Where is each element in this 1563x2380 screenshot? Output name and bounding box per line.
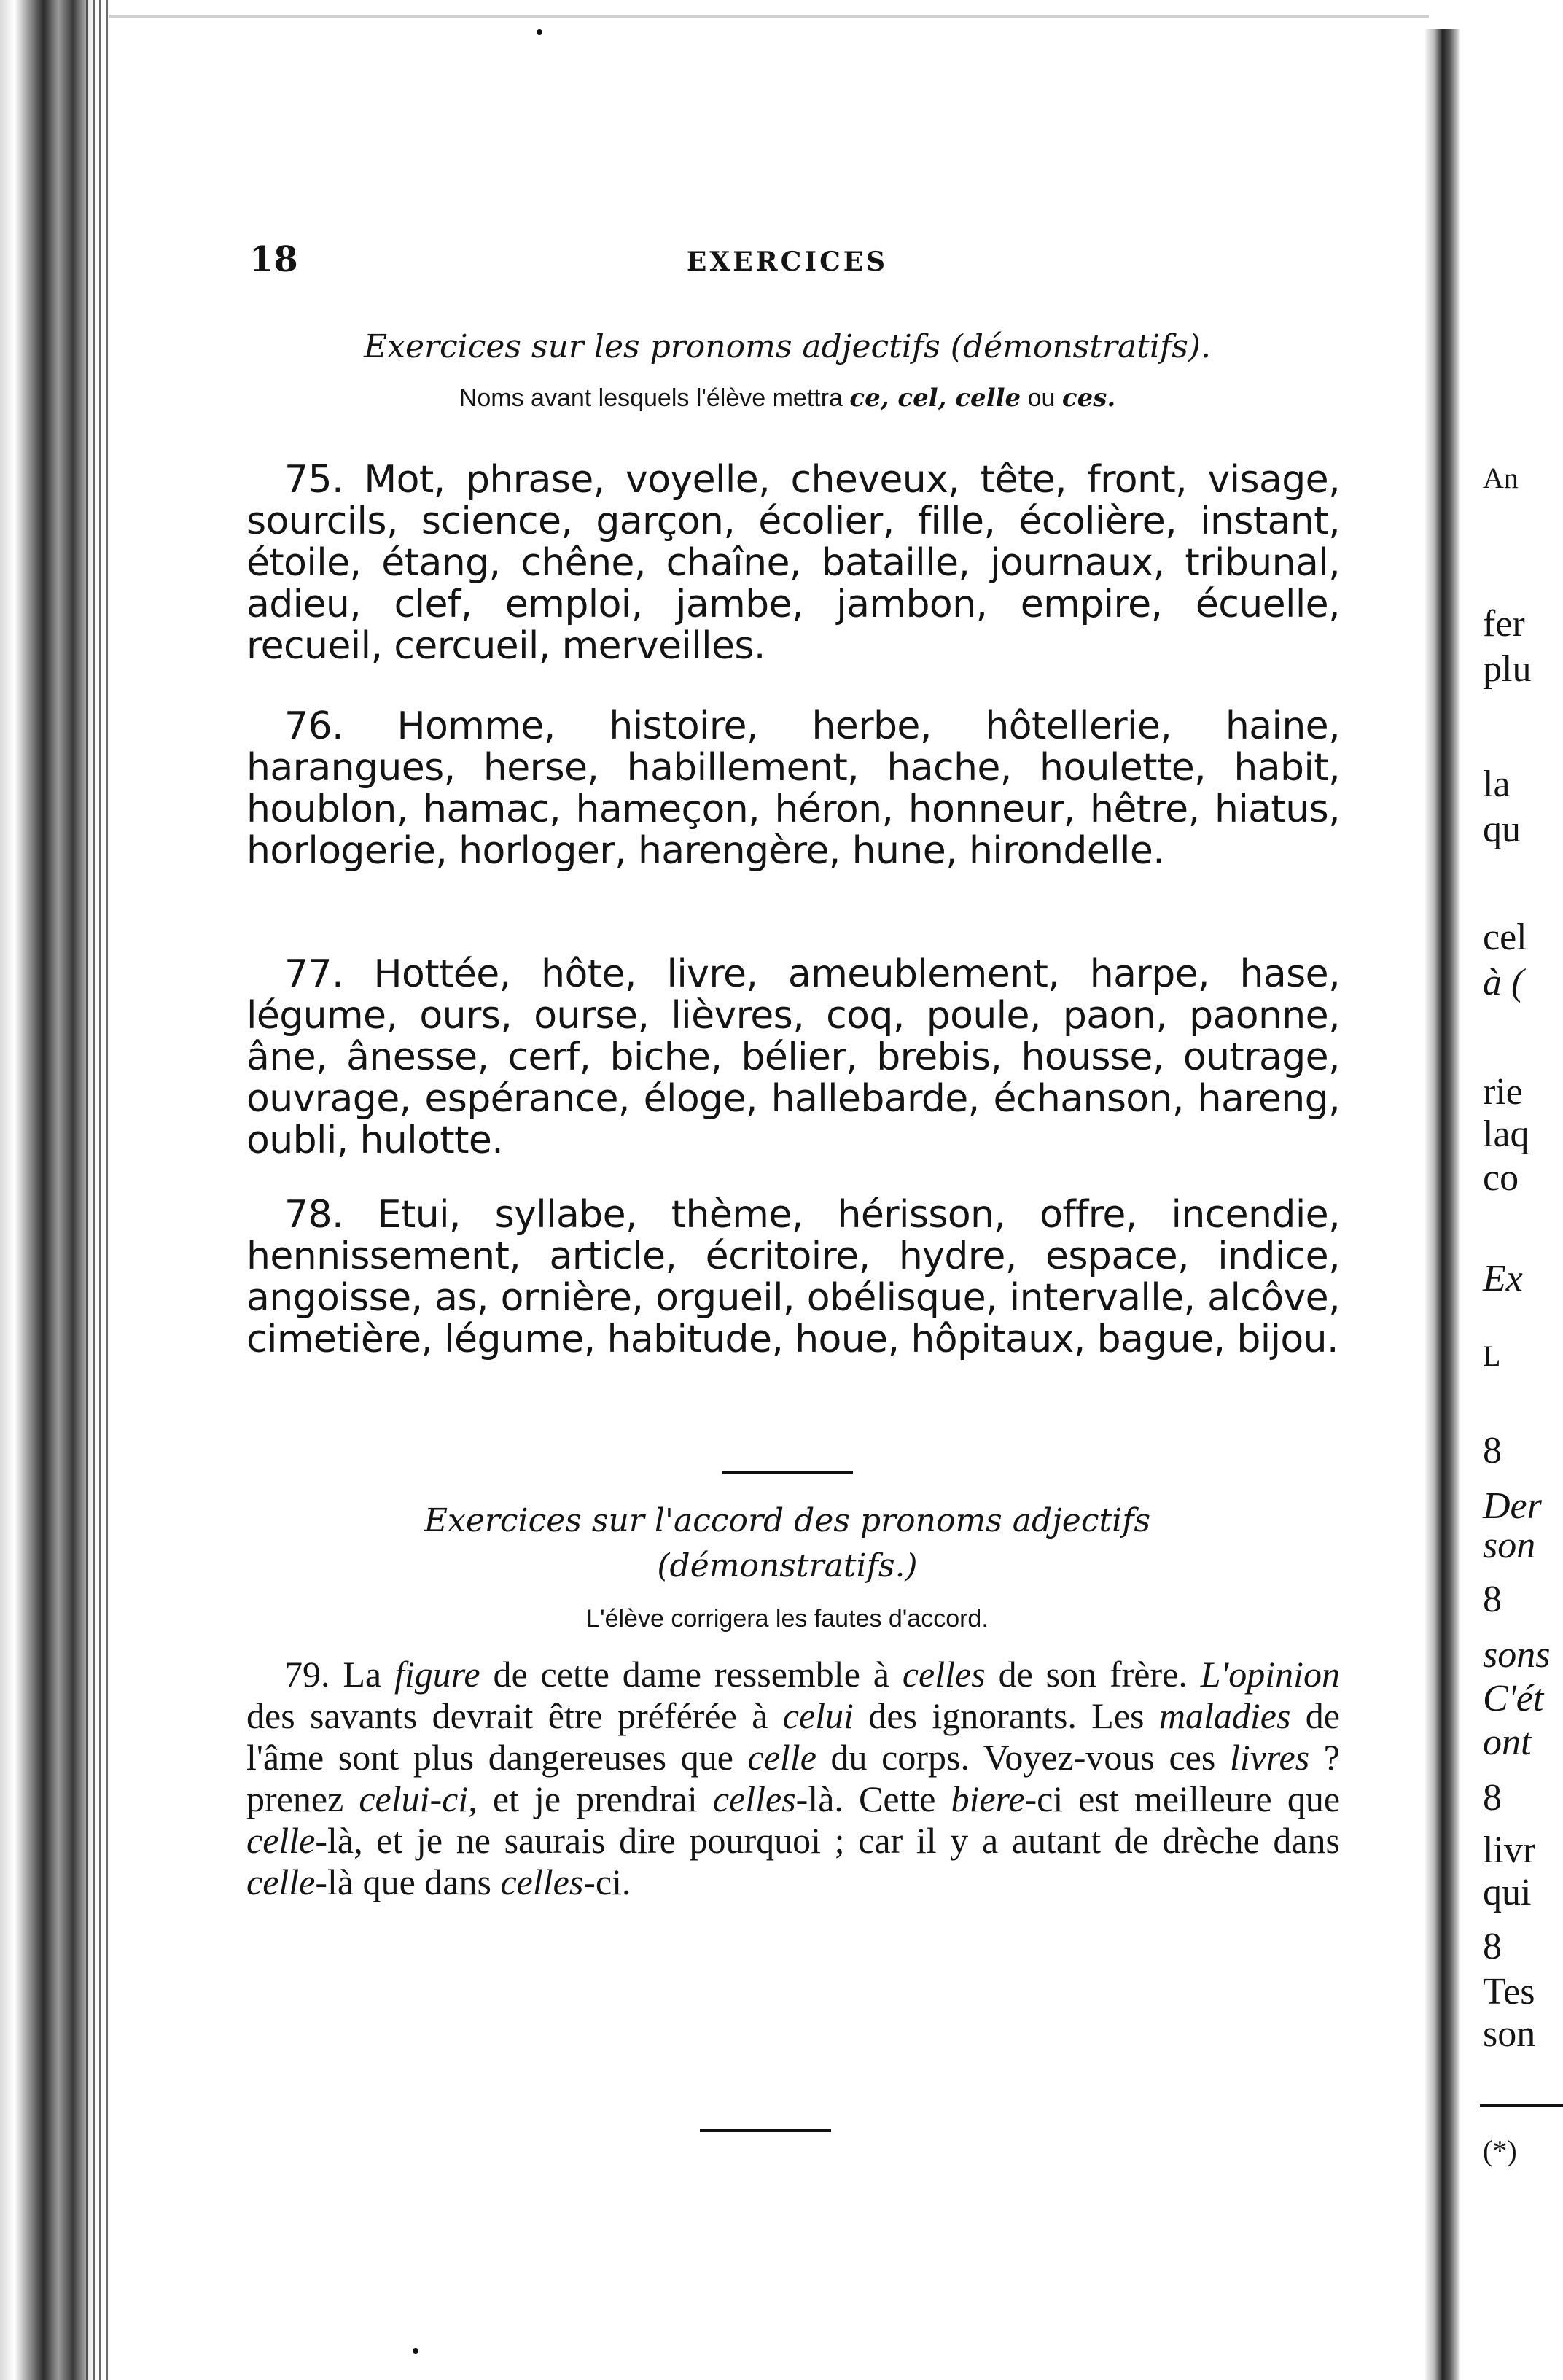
facing-page-fragment (1480, 0, 1563, 2380)
italic-word: figure (394, 1654, 480, 1695)
facing-fragment: sons (1483, 1634, 1551, 1676)
text-run: -là, et je ne saurais dire pourquoi ; car il y a autant de drèche dans (315, 1820, 1340, 1861)
speck (537, 29, 542, 35)
speck (413, 2348, 418, 2354)
italic-word: celui (782, 1695, 854, 1736)
facing-fragment: son (1483, 1525, 1536, 1566)
italic-word: celle (246, 1862, 316, 1902)
italic-word: celles (500, 1862, 584, 1902)
facing-fragment: 8 (1483, 1777, 1502, 1819)
facing-fragment: An (1483, 462, 1519, 494)
section-instruction (233, 384, 1341, 413)
running-head (233, 239, 1341, 283)
book-binding-edge (0, 0, 109, 2380)
facing-fragment: Der (1483, 1485, 1542, 1527)
text-run: de cette dame ressemble à (480, 1654, 903, 1695)
facing-fragment: laq (1483, 1113, 1529, 1155)
facing-fragment: co (1483, 1157, 1519, 1199)
text-run: -là. Cette (795, 1778, 951, 1819)
section-title-demonstratifs: Exercices sur les pronoms adjectifs (démonstratifs). (364, 328, 1211, 365)
italic-word: celle (747, 1737, 816, 1778)
text-run: -ci. (583, 1862, 631, 1902)
facing-fragment: ont (1483, 1722, 1532, 1763)
instruction-text: Noms avant lesquels l'élève mettra (459, 384, 850, 412)
facing-fragment: qui (1483, 1872, 1532, 1913)
facing-fragment: 8 (1483, 1926, 1502, 1967)
text-run: -ci est meilleure que (1024, 1778, 1341, 1819)
facing-fragment: la (1483, 763, 1511, 805)
text-run: La (343, 1654, 395, 1695)
exercise-76: 76. Homme, histoire, herbe, hôtellerie, haine, harangues, herse, habillement, hache, houlette, habit, houblon, hamac, hameçon, héron, honneur, hêtre, hiatus, horlogerie, horloger, harengère, hune, hirondelle. (246, 704, 1340, 873)
text-run: de son frère. (985, 1654, 1201, 1695)
italic-word: biere (951, 1778, 1025, 1819)
italic-word: celle (246, 1820, 316, 1861)
italic-word: livres (1229, 1737, 1310, 1778)
section-divider (722, 1471, 853, 1474)
facing-fragment: (*) (1483, 2134, 1517, 2167)
text-run: et je prendrai (477, 1778, 713, 1819)
italic-word: celles (712, 1778, 796, 1819)
text-run: de l'âme sont plus dangereuses que (246, 1695, 1340, 1778)
italic-word: celles (902, 1654, 986, 1695)
facing-fragment: L (1483, 1339, 1501, 1372)
facing-fragment: qu (1483, 809, 1521, 850)
text-run: ? prenez (246, 1737, 1340, 1819)
exercise-79 (246, 1654, 1340, 1903)
instruction-words: ce, cel, celle (849, 384, 1021, 413)
facing-fragment: fer (1483, 603, 1525, 645)
italic-word: celui-ci, (359, 1778, 478, 1819)
facing-fragment: son (1483, 2013, 1536, 2055)
italic-word: maladies (1158, 1695, 1291, 1736)
page-top-edge (109, 15, 1429, 18)
exercise-78: 78. Etui, syllabe, thème, hérisson, offre, incendie, hennissement, article, écritoire, hydre, espace, indice, angoisse, as, ornière, orgueil, obélisque, intervalle, alcôve, cimetière, légume, habitude, houe, hôpitaux, bague, bijou. (246, 1193, 1340, 1361)
text-run: des ignorants. Les (853, 1695, 1159, 1736)
text-run: -là que dans (315, 1862, 501, 1902)
facing-fragment: plu (1483, 648, 1532, 690)
exercise-77: 77. Hottée, hôte, livre, ameublement, harpe, hase, légume, ours, ourse, lièvres, coq, poule, paon, paonne, âne, ânesse, cerf, biche, bélier, brebis, housse, outrage, ouvrage, espérance, éloge, hallebarde, échanson, hareng, oubli, hulotte. (246, 952, 1340, 1162)
running-title: EXERCICES (686, 246, 889, 277)
exercise-75: 75. Mot, phrase, voyelle, cheveux, tête, front, visage, sourcils, science, garçon, écolier, fille, écolière, instant, étoile, étang, chêne, chaîne, bataille, journaux, tribunal, adieu, clef, emploi, jambe, jambon, empire, écuelle, recueil, cercueil, merveilles. (246, 458, 1340, 668)
end-divider (700, 2129, 831, 2132)
text-run: des savants devrait être préférée à (246, 1695, 783, 1736)
facing-fragment: cel (1483, 917, 1527, 958)
instruction-or: ou (1021, 384, 1062, 412)
facing-fragment: 8 (1483, 1430, 1502, 1471)
facing-fragment: rie (1483, 1071, 1523, 1113)
section-title-accord-line1: Exercices sur l'accord des pronoms adjectifs (424, 1502, 1151, 1539)
text-run: du corps. Voyez-vous ces (816, 1737, 1230, 1778)
facing-footnote-rule (1480, 2104, 1563, 2107)
italic-word: L'opinion (1200, 1654, 1341, 1695)
facing-fragment: Tes (1483, 1971, 1535, 2012)
facing-fragment: C'ét (1483, 1678, 1544, 1719)
exercise-79-number: 79. (284, 1654, 330, 1695)
facing-fragment: Ex (1483, 1258, 1523, 1299)
page-number: 18 (249, 239, 298, 280)
instruction-last-word: ces. (1061, 384, 1116, 413)
section-title-accord-line2: (démonstratifs.) (657, 1547, 918, 1584)
facing-fragment: à ( (1483, 962, 1524, 1003)
facing-fragment: 8 (1483, 1579, 1502, 1620)
section2-instruction: L'élève corrigera les fautes d'accord. (586, 1605, 989, 1633)
facing-fragment: livr (1483, 1829, 1536, 1871)
book-gutter (1425, 29, 1460, 2380)
